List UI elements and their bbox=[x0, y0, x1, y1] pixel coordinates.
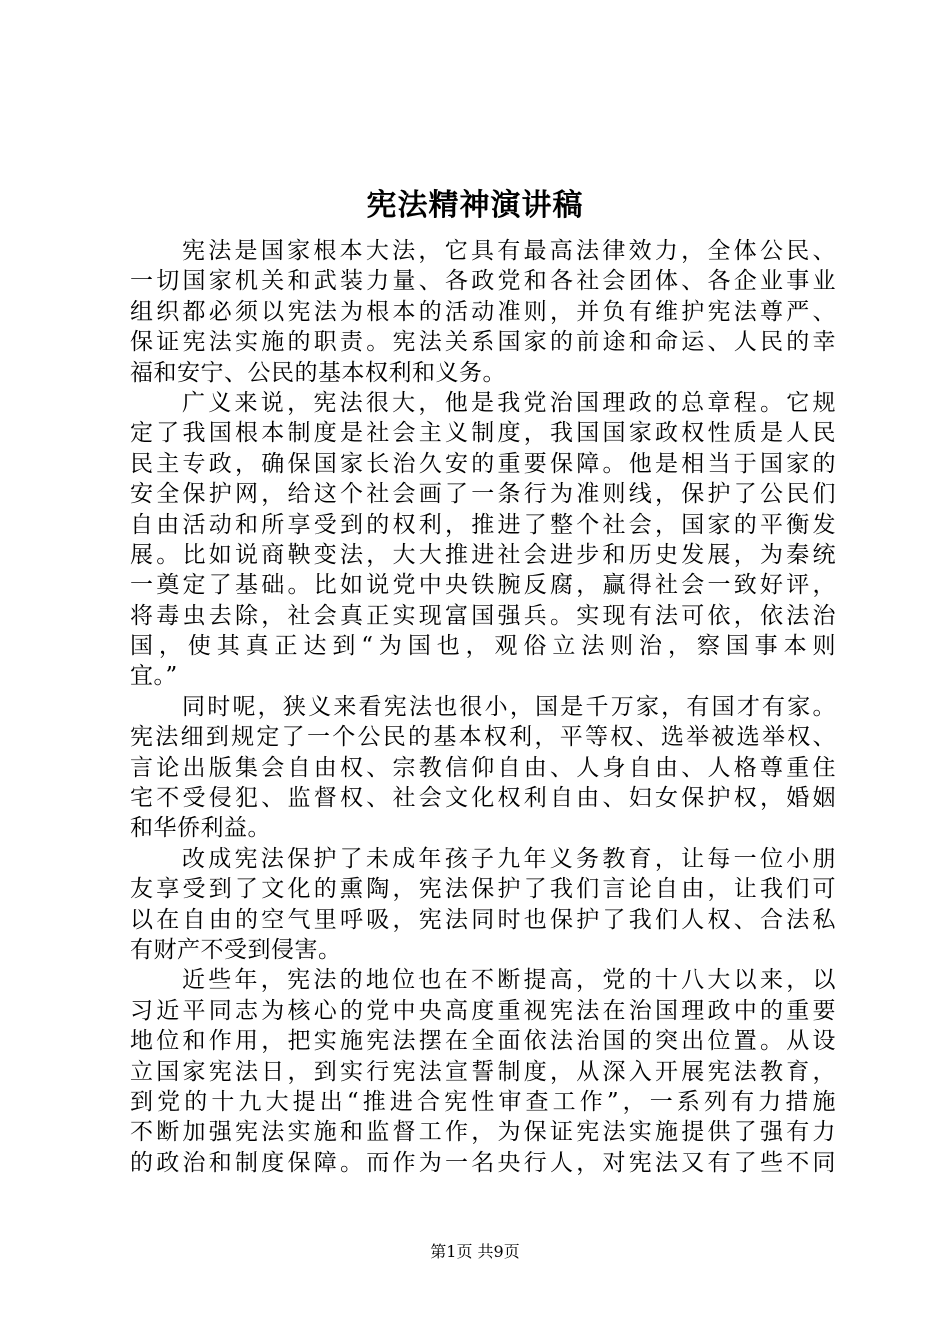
body-line: 保证宪法实施的职责。宪法关系国家的前途和命运、人民的幸 bbox=[130, 329, 836, 356]
body-line: 同时呢，狭义来看宪法也很小，国是千万家，有国才有家。 bbox=[182, 693, 836, 720]
body-line: 展。比如说商鞅变法，大大推进社会进步和历史发展，为秦统 bbox=[130, 541, 836, 568]
body-line: 安全保护网，给这个社会画了一条行为准则线，保护了公民们 bbox=[130, 481, 836, 508]
body-line: 地位和作用，把实施宪法摆在全面依法治国的突出位置。从设 bbox=[130, 1028, 836, 1055]
body-line: 和华侨利益。 bbox=[130, 815, 271, 842]
body-line: 以在自由的空气里呼吸，宪法同时也保护了我们人权、合法私 bbox=[130, 906, 836, 933]
body-line: 改成宪法保护了未成年孩子九年义务教育，让每一位小朋 bbox=[182, 845, 836, 872]
body-line: 组织都必须以宪法为根本的活动准则，并负有维护宪法尊严、 bbox=[130, 298, 836, 325]
body-line: 一奠定了基础。比如说党中央铁腕反腐，赢得社会一致好评， bbox=[130, 572, 836, 599]
body-line: 宪法细到规定了一个公民的基本权利，平等权、选举被选举权、 bbox=[130, 724, 836, 751]
body-line: 的政治和制度保障。而作为一名央行人，对宪法又有了些不同 bbox=[130, 1149, 836, 1176]
document-body bbox=[130, 236, 836, 1178]
body-line: 立国家宪法日，到实行宪法宣誓制度，从深入开展宪法教育， bbox=[130, 1058, 836, 1085]
body-line: 宪法是国家根本大法，它具有最高法律效力，全体公民、 bbox=[182, 238, 836, 264]
body-line: 言论出版集会自由权、宗教信仰自由、人身自由、人格尊重住 bbox=[130, 754, 836, 781]
body-line: 不断加强宪法实施和监督工作，为保证宪法实施提供了强有力 bbox=[130, 1119, 836, 1146]
body-line: 将毒虫去除，社会真正实现富国强兵。实现有法可依，依法治 bbox=[130, 602, 836, 629]
body-line: 民主专政，确保国家长治久安的重要保障。他是相当于国家的 bbox=[130, 450, 836, 477]
body-line: 近些年，宪法的地位也在不断提高，党的十八大以来，以 bbox=[182, 967, 836, 994]
body-line: 习近平同志为核心的党中央高度重视宪法在治国理政中的重要 bbox=[130, 997, 836, 1024]
body-line: 定了我国根本制度是社会主义制度，我国国家政权性质是人民 bbox=[130, 420, 836, 447]
body-line: 友享受到了文化的熏陶，宪法保护了我们言论自由，让我们可 bbox=[130, 876, 836, 903]
page-footer: 第1页 共9页 bbox=[430, 1242, 520, 1261]
body-line: 自由活动和所享受到的权利，推进了整个社会，国家的平衡发 bbox=[130, 511, 836, 538]
document-title: 宪法精神演讲稿 bbox=[366, 188, 584, 223]
body-line: 广义来说，宪法很大，他是我党治国理政的总章程。它规 bbox=[182, 389, 836, 416]
body-line: 国，使其真正达到“为国也，观俗立法则治，察国事本则 bbox=[130, 633, 836, 660]
body-line: 宜。” bbox=[130, 663, 178, 690]
body-line: 有财产不受到侵害。 bbox=[130, 936, 342, 963]
body-line: 一切国家机关和武装力量、各政党和各社会团体、各企业事业 bbox=[130, 268, 836, 295]
body-line: 福和安宁、公民的基本权利和义务。 bbox=[130, 359, 506, 386]
body-line: 宅不受侵犯、监督权、社会文化权利自由、妇女保护权，婚姻 bbox=[130, 785, 836, 812]
body-line: 到党的十九大提出“推进合宪性审查工作”，一系列有力措施 bbox=[130, 1088, 836, 1115]
